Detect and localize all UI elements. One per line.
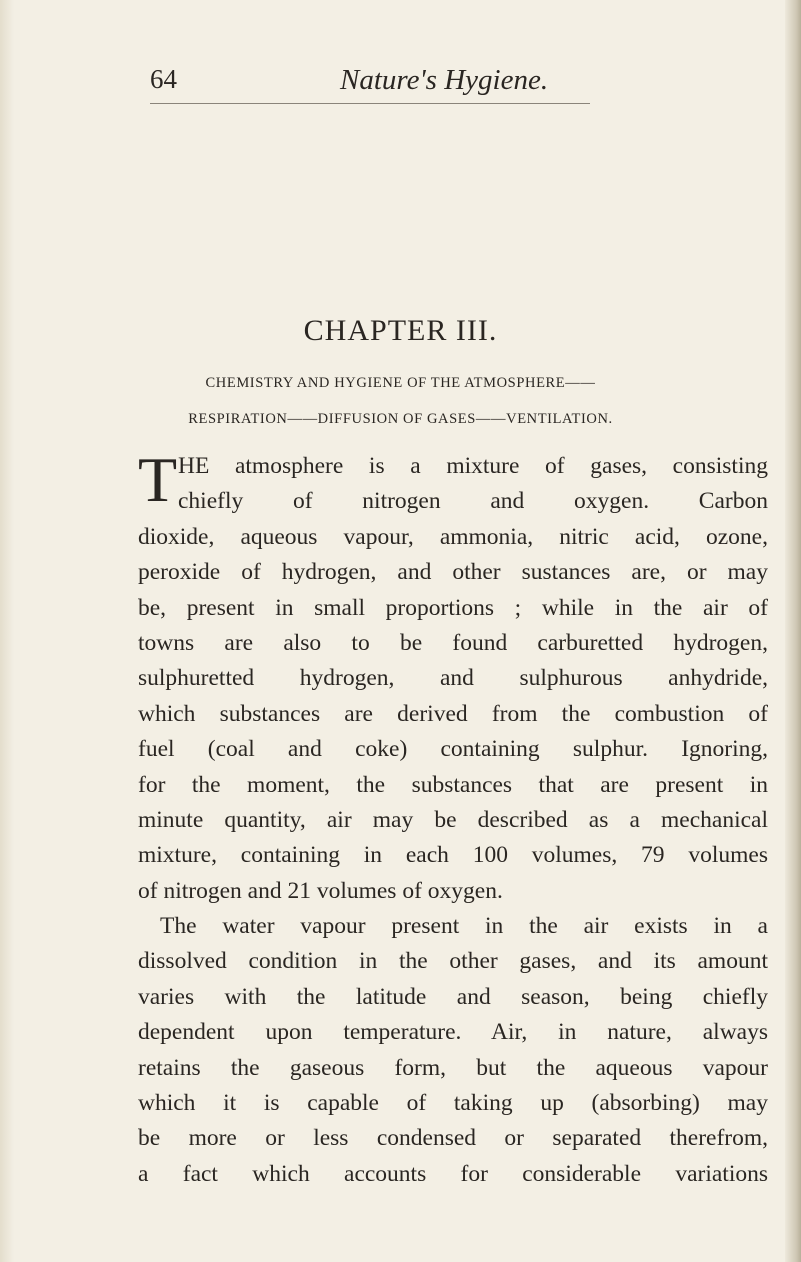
- text-line: HE atmosphere is a mixture of gases, consisting: [178, 453, 768, 479]
- running-header: [150, 64, 580, 104]
- text-line: The water vapour present in the air exists in a: [160, 913, 768, 940]
- body-text: [138, 444, 768, 1192]
- header-rule: [150, 103, 590, 104]
- chapter-title: CHAPTER III.: [303, 314, 498, 347]
- text-line: dependent upon temperature. Air, in nature, always: [138, 1019, 768, 1046]
- text-line: which it is capable of taking up (absorbing) may: [138, 1090, 768, 1117]
- text-line: which substances are derived from the combustion of: [138, 700, 768, 727]
- text-line: be, present in small proportions ; while in the air of: [138, 594, 768, 621]
- text-line: dioxide, aqueous vapour, ammonia, nitric acid, ozone,: [138, 523, 768, 550]
- text-line: mixture, containing in each 100 volumes, 79 volumes: [138, 842, 768, 869]
- text-line: fuel (coal and coke) containing sulphur. Ignoring,: [138, 736, 768, 763]
- page-edge-left: [0, 0, 14, 1262]
- text-line: towns are also to be found carburetted hydrogen,: [138, 629, 768, 656]
- text-line: dissolved condition in the other gases, and its amount: [138, 948, 768, 975]
- text-line: minute quantity, air may be described as a mechanical: [138, 806, 768, 833]
- text-line: varies with the latitude and season, being chiefly: [138, 983, 768, 1010]
- text-line: for the moment, the substances that are present in: [138, 771, 768, 798]
- text-line: retains the gaseous form, but the aqueous vapour: [138, 1054, 768, 1081]
- page-edge-right: [785, 0, 801, 1262]
- text-line: of nitrogen and 21 volumes of oxygen.: [138, 877, 503, 904]
- chapter-subtitle-line-2: RESPIRATION——DIFFUSION OF GASES——VENTILATION.: [188, 411, 613, 427]
- text-line: be more or less condensed or separated therefrom,: [138, 1125, 768, 1152]
- text-line: sulphuretted hydrogen, and sulphurous anhydride,: [138, 665, 768, 692]
- text-line: chiefly of nitrogen and oxygen. Carbon: [178, 488, 768, 515]
- page-number: 64: [150, 64, 177, 94]
- text-line: a fact which accounts for considerable variations: [138, 1160, 768, 1187]
- running-title: Nature's Hygiene.: [340, 64, 549, 96]
- chapter-subtitle-line-1: CHEMISTRY AND HYGIENE OF THE ATMOSPHERE——: [205, 375, 596, 391]
- drop-cap: T: [138, 444, 178, 515]
- text-line: peroxide of hydrogen, and other sustances are, or may: [138, 559, 768, 586]
